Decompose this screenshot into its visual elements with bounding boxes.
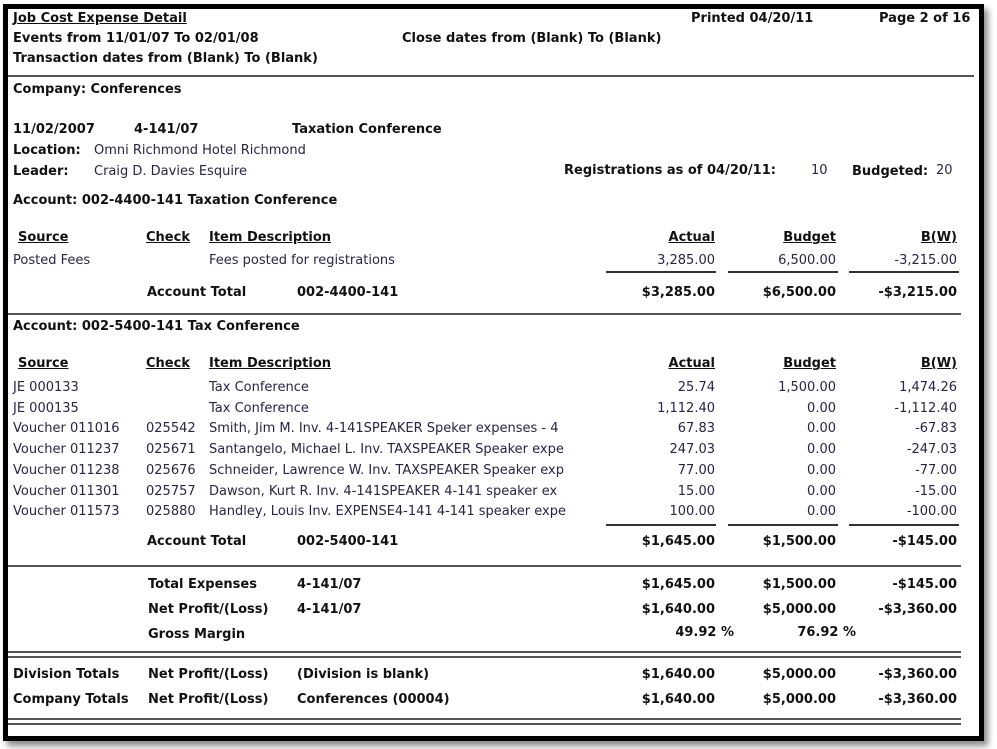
account-total-label: Account Total (147, 534, 247, 549)
location-label: Location: (13, 143, 81, 158)
row-description: Handley, Louis Inv. EXPENSE4-141 4-141 speaker expe (209, 504, 566, 520)
account-total-bw: -$3,215.00 (878, 285, 957, 300)
column-header-item-description: Item Description (209, 230, 332, 245)
gross-margin-label: Gross Margin (148, 627, 246, 642)
gross-margin-actual: 49.92 % (675, 625, 734, 640)
account-title: Account: 002-4400-141 Taxation Conference (13, 193, 338, 208)
division-totals-level: Division Totals (13, 667, 120, 682)
company-totals-level: Company Totals (13, 692, 129, 707)
column-header-check: Check (146, 356, 190, 371)
row-budget: 6,500.00 (778, 253, 836, 268)
event-date: 11/02/2007 (13, 122, 95, 137)
row-bw: 1,474.26 (899, 380, 957, 395)
budgeted-label: Budgeted: (852, 164, 929, 179)
row-check: 025880 (146, 504, 196, 520)
row-budget: 0.00 (807, 442, 836, 458)
row-bw: -15.00 (915, 483, 957, 499)
row-actual: 25.74 (677, 380, 715, 395)
grand-totals-bottom-rule (8, 718, 961, 725)
net-profit-label: Net Profit/(Loss) (148, 602, 269, 617)
company-totals-bw: -$3,360.00 (878, 692, 957, 707)
gross-margin-budget: 76.92 % (797, 625, 856, 640)
net-profit-bw: -$3,360.00 (878, 602, 957, 617)
grand-totals-top-rule (8, 651, 961, 658)
budgeted-value: 20 (936, 163, 953, 178)
division-totals-bw: -$3,360.00 (878, 667, 957, 682)
row-budget: 0.00 (807, 483, 836, 499)
row-source: Voucher 011237 (13, 442, 120, 458)
subtotal-rule-bw (849, 524, 959, 526)
subtotal-rule-actual (606, 524, 716, 526)
column-header-bw: B(W) (920, 356, 957, 371)
total-expenses-ref: 4-141/07 (297, 577, 362, 592)
row-actual: 247.03 (669, 442, 715, 458)
subtotal-rule-actual (606, 271, 716, 273)
company-label: Company: Conferences (13, 82, 182, 97)
close-dates: Close dates from (Blank) To (Blank) (402, 31, 662, 46)
division-totals-budget: $5,000.00 (762, 667, 836, 682)
row-source: JE 000135 (13, 400, 79, 416)
account-divider (8, 313, 961, 315)
leader-value: Craig D. Davies Esquire (94, 164, 247, 179)
printed-date: Printed 04/20/11 (691, 11, 814, 26)
registrations-label: Registrations as of 04/20/11: (564, 163, 776, 178)
account-total-budget: $1,500.00 (762, 534, 836, 549)
account-total-label: Account Total (147, 285, 247, 300)
row-bw: -1,112.40 (894, 400, 957, 416)
subtotal-rule-bw (849, 271, 959, 273)
column-header-item-description: Item Description (209, 356, 332, 371)
row-source: Voucher 011238 (13, 462, 120, 478)
location-value: Omni Richmond Hotel Richmond (94, 143, 306, 158)
row-bw: -3,215.00 (894, 253, 957, 268)
registrations-value: 10 (811, 163, 828, 178)
company-totals-budget: $5,000.00 (762, 692, 836, 707)
row-description: Tax Conference (209, 380, 309, 395)
row-source: JE 000133 (13, 380, 79, 395)
row-source: Voucher 011016 (13, 421, 120, 437)
column-header-source: Source (18, 230, 69, 245)
division-totals-ref: (Division is blank) (297, 667, 430, 682)
row-actual: 1,112.40 (657, 400, 715, 416)
column-header-source: Source (18, 356, 69, 371)
row-budget: 0.00 (807, 462, 836, 478)
row-check: 025671 (146, 442, 196, 458)
net-profit-ref: 4-141/07 (297, 602, 362, 617)
row-source: Voucher 011573 (13, 504, 120, 520)
row-actual: 77.00 (677, 462, 715, 478)
header-divider (8, 75, 974, 77)
total-expenses-label: Total Expenses (148, 577, 257, 592)
page-number: Page 2 of 16 (879, 11, 971, 26)
column-header-check: Check (146, 230, 190, 245)
row-check: 025542 (146, 421, 196, 437)
subtotal-rule-budget (728, 271, 838, 273)
leader-label: Leader: (13, 164, 69, 179)
subtotal-rule-budget (728, 524, 838, 526)
column-header-budget: Budget (783, 356, 836, 371)
row-description: Smith, Jim M. Inv. 4-141SPEAKER Speker expenses - 4 (209, 421, 559, 437)
column-header-bw: B(W) (920, 230, 957, 245)
row-bw: -77.00 (915, 462, 957, 478)
event-code: 4-141/07 (134, 122, 199, 137)
company-totals-label: Net Profit/(Loss) (148, 692, 269, 707)
division-totals-actual: $1,640.00 (641, 667, 715, 682)
report-title: Job Cost Expense Detail (13, 11, 187, 26)
event-name: Taxation Conference (292, 122, 442, 137)
company-totals-ref: Conferences (00004) (297, 692, 450, 707)
row-check: 025757 (146, 483, 196, 499)
row-actual: 67.83 (677, 421, 715, 437)
transaction-dates: Transaction dates from (Blank) To (Blank) (13, 51, 318, 66)
total-expenses-actual: $1,645.00 (641, 577, 715, 592)
row-description: Schneider, Lawrence W. Inv. TAXSPEAKER Speaker exp (209, 462, 564, 478)
row-description: Santangelo, Michael L. Inv. TAXSPEAKER Speaker expe (209, 442, 564, 458)
row-actual: 100.00 (669, 504, 715, 520)
column-header-budget: Budget (783, 230, 836, 245)
account-total-actual: $1,645.00 (641, 534, 715, 549)
row-description: Dawson, Kurt R. Inv. 4-141SPEAKER 4-141 speaker ex (209, 483, 558, 499)
row-actual: 3,285.00 (657, 253, 715, 268)
account-title: Account: 002-5400-141 Tax Conference (13, 319, 300, 334)
net-profit-budget: $5,000.00 (762, 602, 836, 617)
row-source: Posted Fees (13, 253, 91, 268)
row-source: Voucher 011301 (13, 483, 120, 499)
account-total-budget: $6,500.00 (762, 285, 836, 300)
total-expenses-bw: -$145.00 (892, 577, 957, 592)
row-description: Fees posted for registrations (209, 253, 395, 268)
row-check: 025676 (146, 462, 196, 478)
row-bw: -247.03 (906, 442, 957, 458)
row-budget: 0.00 (807, 421, 836, 437)
row-bw: -67.83 (915, 421, 957, 437)
division-totals-label: Net Profit/(Loss) (148, 667, 269, 682)
row-budget: 0.00 (807, 504, 836, 520)
account-total-number: 002-5400-141 (297, 534, 399, 549)
company-totals-actual: $1,640.00 (641, 692, 715, 707)
column-header-actual: Actual (668, 356, 715, 371)
row-budget: 0.00 (807, 400, 836, 416)
account-total-actual: $3,285.00 (641, 285, 715, 300)
row-bw: -100.00 (906, 504, 957, 520)
column-header-actual: Actual (668, 230, 715, 245)
account-total-number: 002-4400-141 (297, 285, 399, 300)
row-actual: 15.00 (677, 483, 715, 499)
total-expenses-budget: $1,500.00 (762, 577, 836, 592)
row-description: Tax Conference (209, 400, 309, 416)
row-budget: 1,500.00 (778, 380, 836, 395)
events-range: Events from 11/01/07 To 02/01/08 (13, 31, 259, 46)
summary-divider (8, 565, 961, 567)
account-total-bw: -$145.00 (892, 534, 957, 549)
net-profit-actual: $1,640.00 (641, 602, 715, 617)
